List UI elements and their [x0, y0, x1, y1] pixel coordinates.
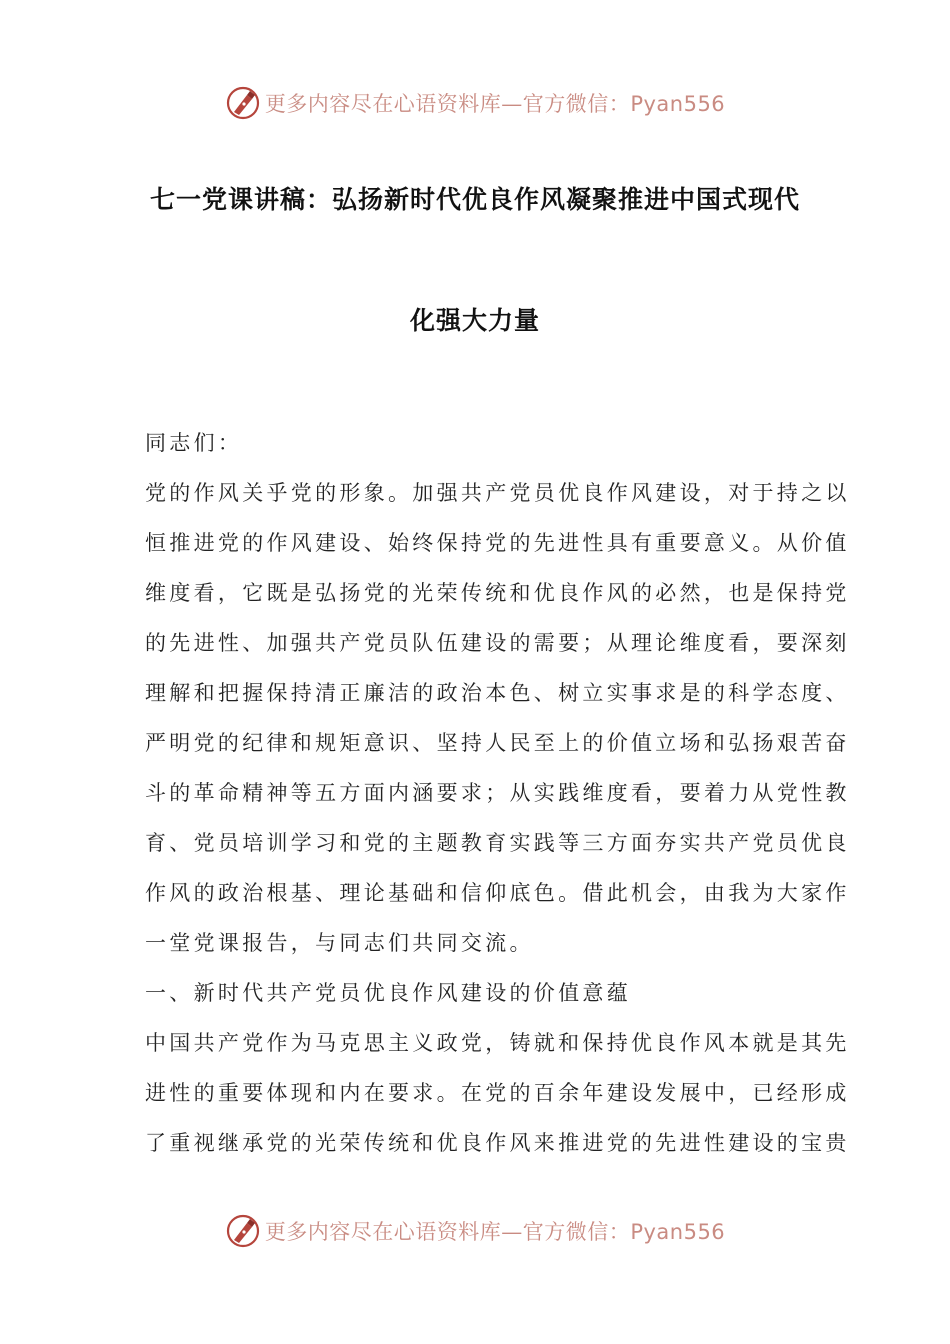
document-title-line-1: 七一党课讲稿：弘扬新时代优良作风凝聚推进中国式现代 [149, 185, 800, 214]
body-line: 一堂党课报告，与同志们共同交流。 [145, 931, 534, 955]
pen-nib-logo-icon [225, 85, 261, 121]
body-line: 严明党的纪律和规矩意识、坚持人民至上的价值立场和弘扬艰苦奋 [145, 731, 850, 755]
body-line: 同志们： [145, 431, 243, 455]
wechat-id: Pyan556 [630, 1220, 726, 1244]
body-line: 斗的革命精神等五方面内涵要求；从实践维度看，要着力从党性教 [145, 781, 850, 805]
body-line: 作风的政治根基、理论基础和信仰底色。借此机会，由我为大家作 [145, 881, 850, 905]
header-banner [0, 83, 950, 123]
footer-banner [0, 1211, 950, 1251]
footer-banner-text: 更多内容尽在心语资料库—官方微信：Pyan556 [264, 1220, 726, 1244]
body-line: 理解和把握保持清正廉洁的政治本色、树立实事求是的科学态度、 [145, 681, 850, 705]
body-line: 了重视继承党的光荣传统和优良作风来推进党的先进性建设的宝贵 [145, 1131, 850, 1155]
body-line: 恒推进党的作风建设、始终保持党的先进性具有重要意义。从价值 [145, 531, 850, 555]
body-line: 育、党员培训学习和党的主题教育实践等三方面夯实共产党员优良 [145, 831, 850, 855]
body-text [145, 418, 850, 1168]
document-title-line-2: 化强大力量 [409, 306, 540, 335]
body-line: 维度看，它既是弘扬党的光荣传统和优良作风的必然，也是保持党 [145, 581, 850, 605]
wechat-id: Pyan556 [630, 92, 726, 116]
body-line: 的先进性、加强共产党员队伍建设的需要；从理论维度看，要深刻 [145, 631, 850, 655]
body-line: 进性的重要体现和内在要求。在党的百余年建设发展中，已经形成 [145, 1081, 850, 1105]
header-banner-text: 更多内容尽在心语资料库—官方微信：Pyan556 [264, 92, 726, 116]
body-line: 中国共产党作为马克思主义政党，铸就和保持优良作风本就是其先 [145, 1031, 850, 1055]
pen-nib-logo-icon [225, 1213, 261, 1249]
body-line: 党的作风关乎党的形象。加强共产党员优良作风建设，对于持之以 [145, 481, 850, 505]
section-heading: 一、新时代共产党员优良作风建设的价值意蕴 [145, 981, 631, 1005]
